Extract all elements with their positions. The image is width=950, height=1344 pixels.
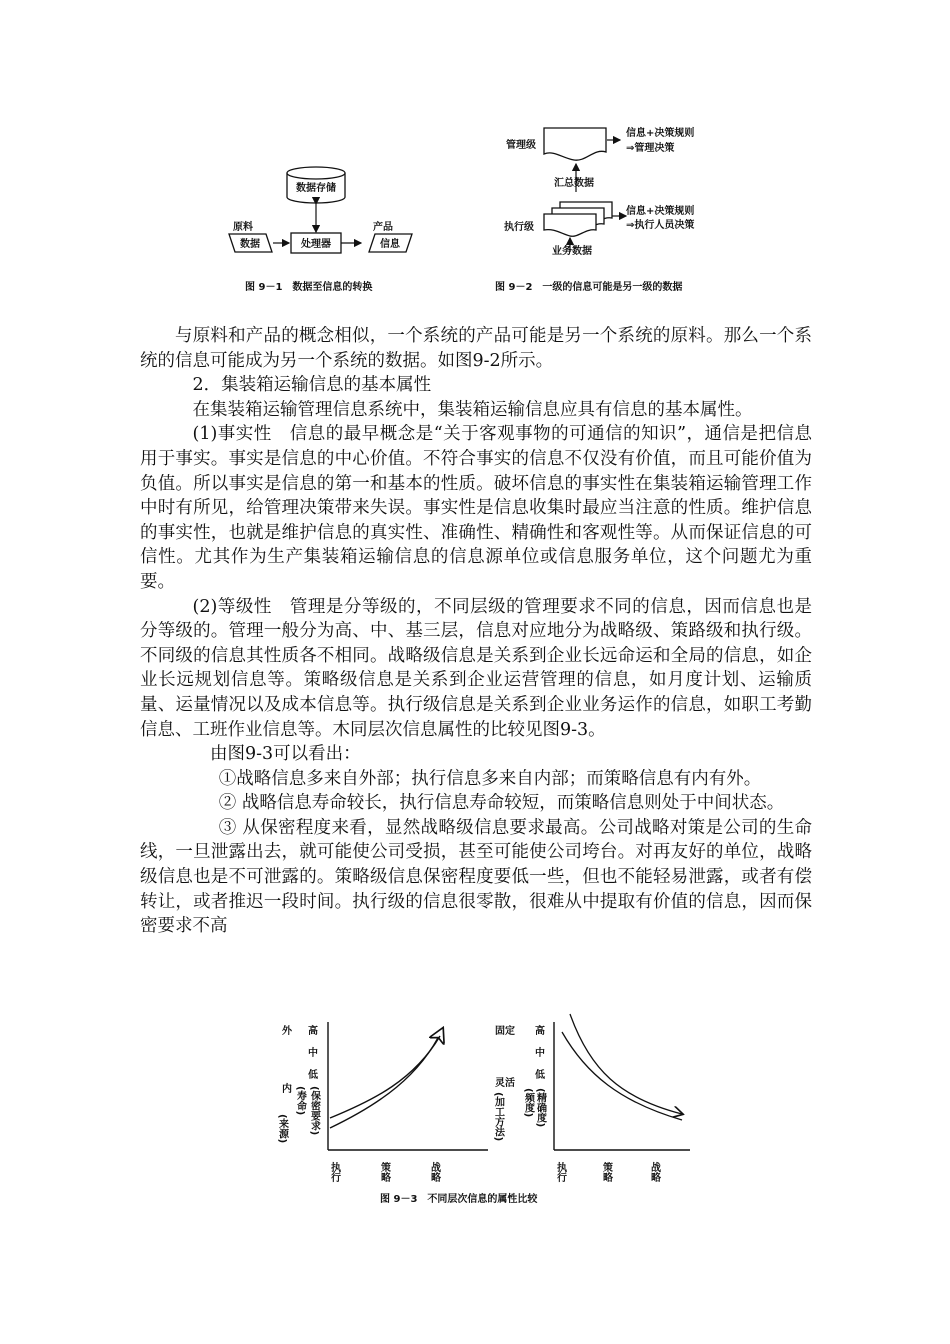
data-parallelogram — [229, 234, 272, 252]
info-box-label: 信息 — [380, 239, 400, 250]
raw-material-label: 原料 — [233, 222, 253, 233]
left-low-label: 低 — [308, 1070, 318, 1081]
left-chart — [277, 1022, 489, 1183]
product-label: 产品 — [373, 222, 393, 233]
left-curve-upper — [330, 1030, 442, 1128]
right-x-tactic: 策略 — [600, 1162, 612, 1182]
right-fixed-label: 固定 — [495, 1026, 515, 1037]
right-high-label: 高 — [535, 1026, 545, 1037]
right-freq-label: (频度) — [522, 1088, 534, 1118]
business-data-label: 业务数据 — [552, 246, 592, 257]
right-low-label: 低 — [535, 1070, 545, 1081]
paragraph-factuality: (1)事实性 信息的最早概念是“关于客观事物的可通信的知识”，通信是把信息用于事实。事实是信息的中心价值。不符合事实的信息不仅没有价值，而且可能价值为负值。所以事实是信息的第一和基本的性质。破坏信息的事实性在集装箱运输管理工作中时有所见，给管理决策带来失误。事实性是信息收集时最应当注意的性质。维护信息的事实性，也就是维护信息的真实性、准确性、精确性和客观性等。从而保证信息的可信性。尤其作为生产集装箱运输信息的信息源单位或信息服务单位，这个问题尤为重要。 — [140, 424, 812, 592]
right-x-strategy: 战略 — [648, 1162, 660, 1182]
data-box-label: 数据 — [240, 239, 260, 250]
paragraph-from-fig: 由图9-3可以看出： — [210, 744, 361, 765]
paragraph-intro: 在集装箱运输管理信息系统中，集装箱运输信息应具有信息的基本属性。 — [192, 399, 753, 420]
execution-level-label: 执行级 — [504, 222, 534, 233]
left-high-label: 高 — [308, 1026, 318, 1037]
figure-9-1 — [225, 160, 450, 300]
figure-9-2 — [490, 118, 730, 300]
figure-9-3-caption: 图 9－3 不同层次信息的属性比较 — [380, 1194, 538, 1205]
figure-9-3 — [270, 1010, 700, 1210]
summary-data-label: 汇总数据 — [554, 178, 594, 189]
left-curve-lower — [330, 1036, 440, 1118]
right-x-exec: 执行 — [554, 1162, 566, 1182]
management-document-shape — [544, 128, 606, 160]
right-flexible-label: 灵活 — [495, 1078, 515, 1089]
left-outer-label: 外 — [282, 1026, 292, 1037]
execution-documents-stack — [544, 202, 612, 236]
left-life-label: (寿命) — [294, 1086, 306, 1116]
right-mid-label: 中 — [535, 1048, 545, 1059]
section-heading: 2．集装箱运输信息的基本属性 — [192, 375, 432, 396]
right-chart — [493, 1014, 691, 1183]
list-item-2: ② 战略信息寿命较长，执行信息寿命较短，而策略信息则处于中间状态。 — [218, 793, 785, 814]
left-x-tactic: 策略 — [378, 1162, 390, 1182]
left-secrecy-label: (保密要求) — [308, 1086, 320, 1136]
processor-box — [291, 233, 341, 253]
processor-label: 处理器 — [301, 239, 331, 250]
left-inner-label: 内 — [282, 1084, 292, 1095]
right-curve-lower — [562, 1032, 682, 1120]
info-parallelogram — [369, 234, 412, 252]
execution-note-2: ⇒执行人员决策 — [626, 220, 695, 231]
right-method-label: (加工方法) — [492, 1092, 504, 1142]
paragraph-hierarchy: (2)等级性 管理是分等级的，不同层级的管理要求不同的信息，因而信息也是分等级的。管理一般分为高、中、基三层，信息对应地分为战略级、策路级和执行级。不同级的信息其性质各不相同。战略级信息是关系到企业长远命运和全局的信息，如企业长远规划信息等。策略级信息是关系到企业运营管理的信息，如月度计划、运输质量、运量情况以及成本信息等。执行级信息是关系到企业业务运作的信息，如职工考勤信息、工班作业信息等。木同层次信息属性的比较见图9-3。 — [140, 596, 812, 740]
execution-note-1: 信息+决策规则 — [626, 206, 695, 217]
left-source-label: (来源) — [276, 1114, 288, 1144]
management-level-label: 管理级 — [506, 140, 536, 151]
paragraph-analogy: 与原料和产品的概念相似，一个系统的产品可能是另一个系统的原料。那么一个系统的信息可能成为另一个系统的数据。如图9-2所示。 — [140, 326, 812, 371]
body-text — [140, 324, 812, 939]
figure-9-1-caption: 图 9－1 数据至信息的转换 — [245, 282, 373, 293]
management-note-1: 信息+决策规则 — [626, 128, 695, 139]
left-mid-label: 中 — [308, 1048, 318, 1059]
left-x-strategy: 战略 — [428, 1162, 440, 1182]
data-storage-cylinder — [287, 167, 345, 203]
list-item-3: ③ 从保密程度来看，显然战略级信息要求最高。公司战略对策是公司的生命线，一旦泄露出去，就可能使公司受损，甚至可能使公司垮台。对再友好的单位，战略级信息也是不可泄露的。策略级信息保密程度要低一些，但也不能轻易泄露，或者有偿转让，或者推迟一段时间。执行级的信息很零散，很难从中提取有价值的信息，因而保密要求不高 — [140, 817, 812, 937]
figure-9-2-caption: 图 9－2 一级的信息可能是另一级的数据 — [495, 282, 683, 293]
left-x-exec: 执行 — [328, 1162, 340, 1182]
list-item-1: ①战略信息多来自外部；执行信息多来自内部；而策略信息有内有外。 — [218, 768, 762, 789]
right-curve-upper — [570, 1014, 682, 1114]
right-precision-label: (精确度) — [534, 1088, 546, 1128]
management-note-2: ⇒管理决策 — [626, 143, 675, 154]
storage-label: 数据存储 — [296, 183, 336, 194]
